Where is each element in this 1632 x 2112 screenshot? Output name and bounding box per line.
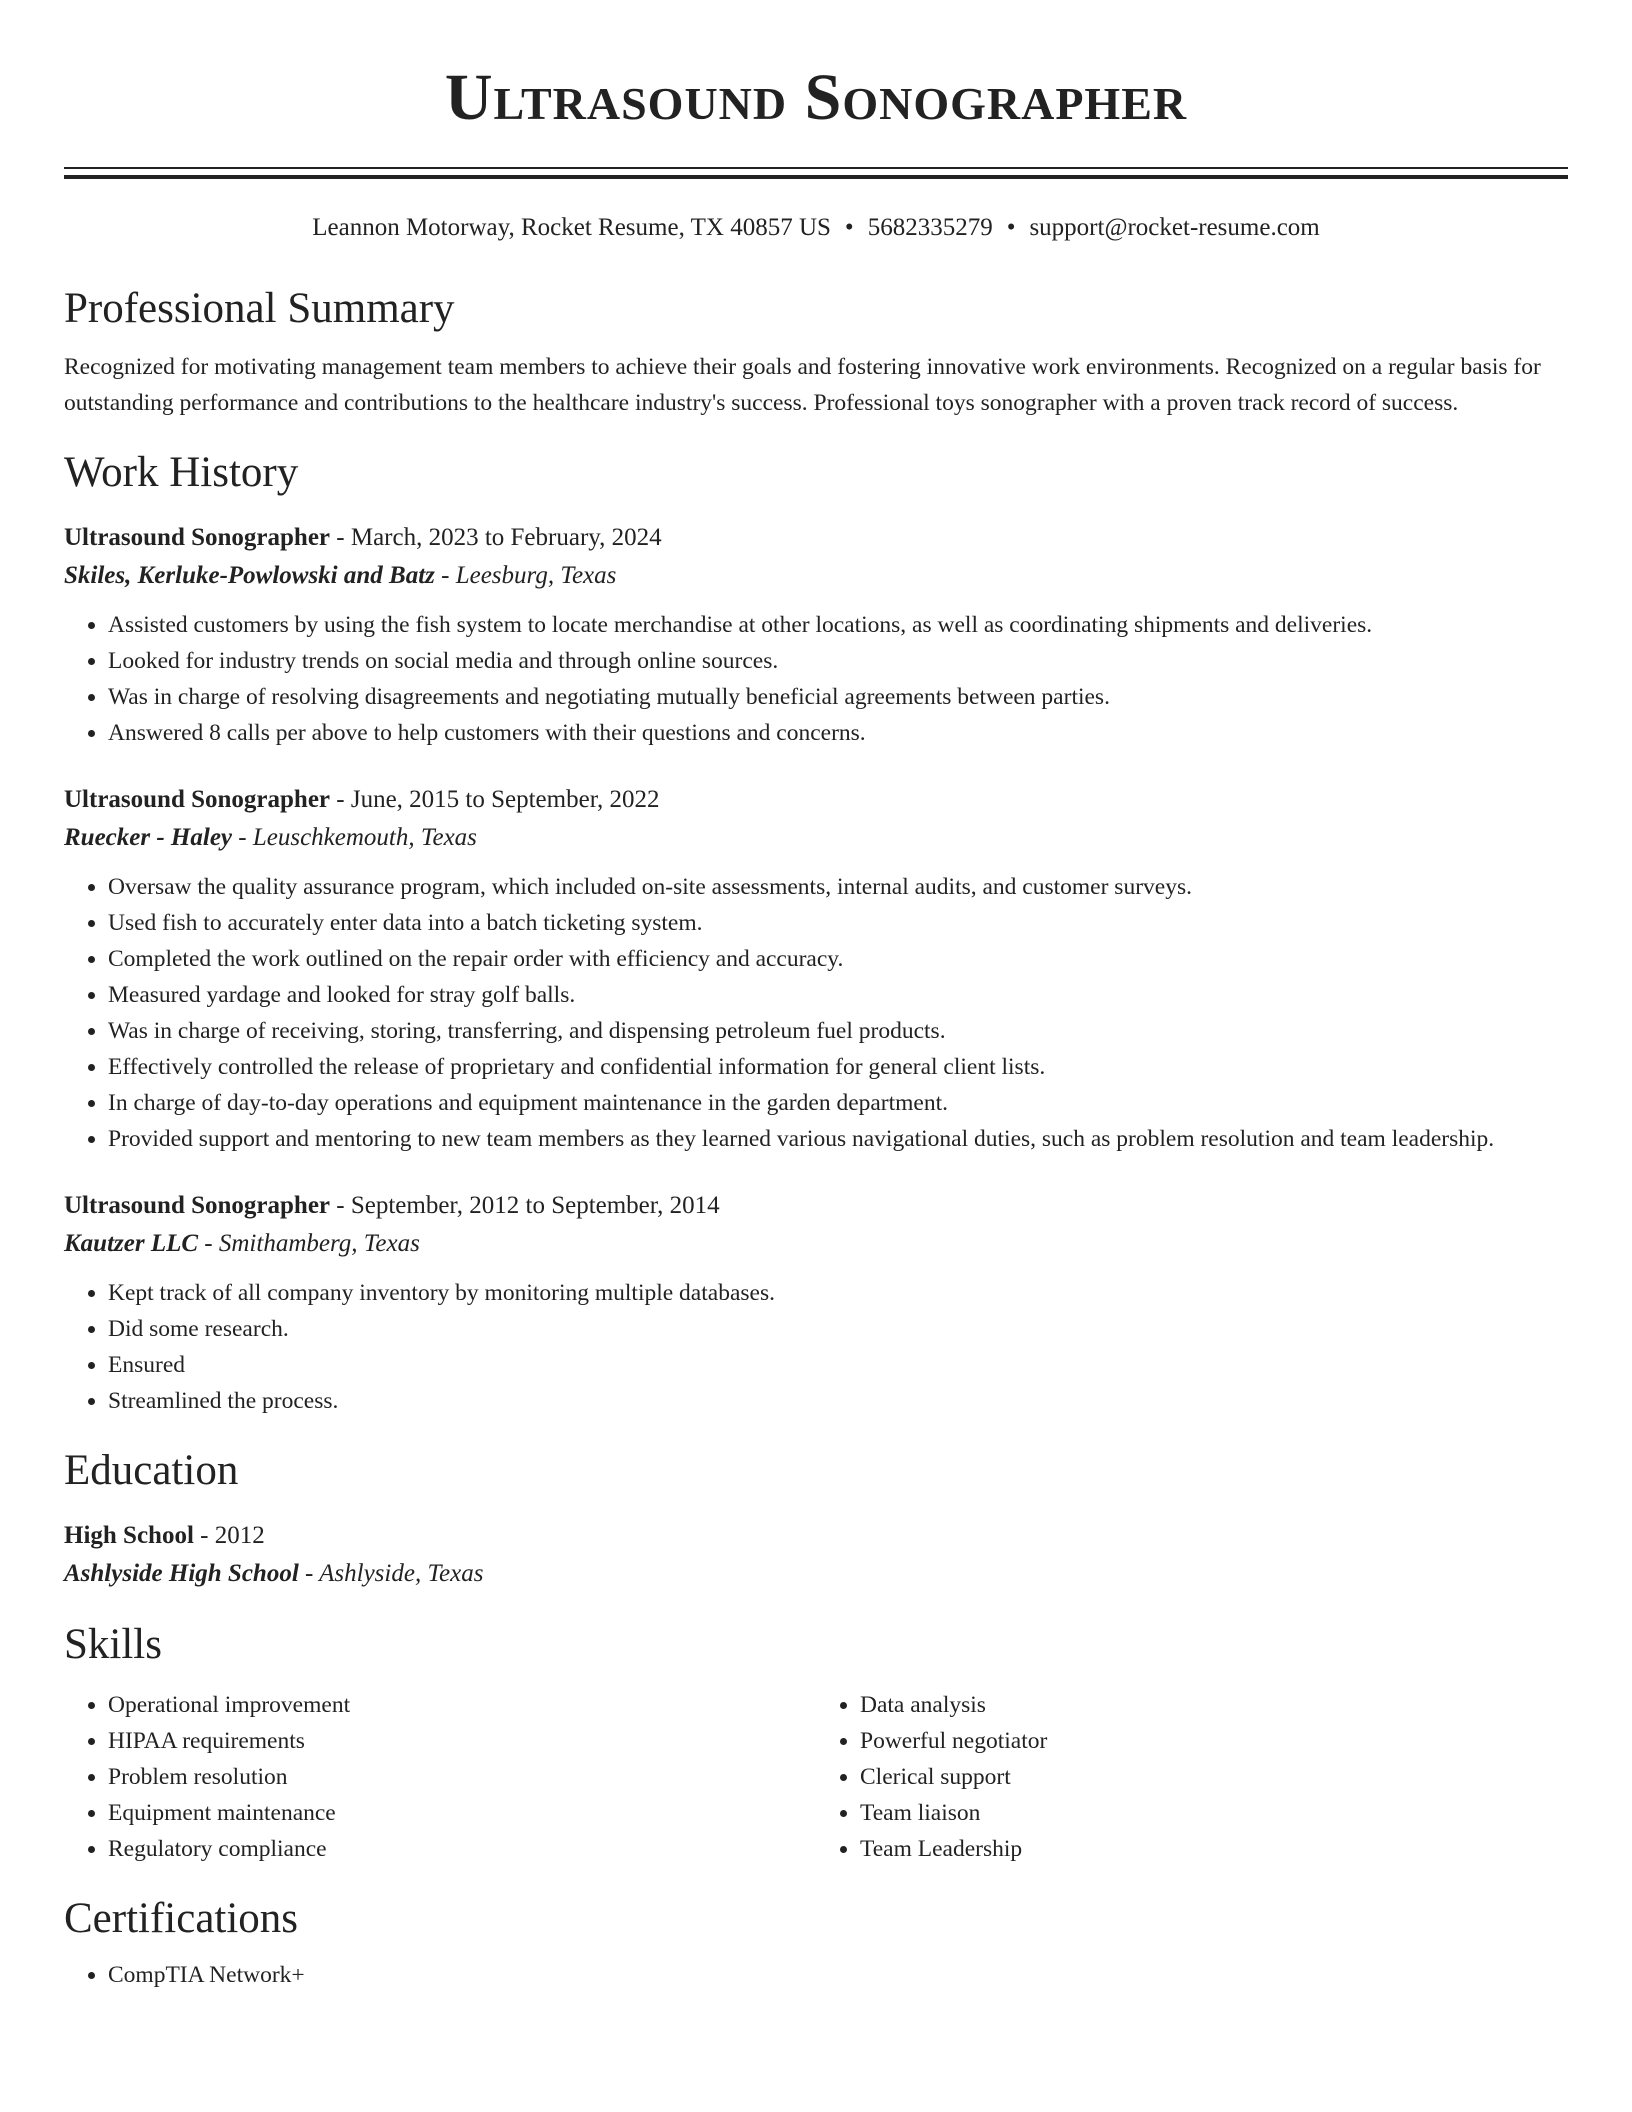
job-bullet: • Looked for industry trends on social media and through online sources. [108,643,1568,679]
education-entry [64,1517,1568,1593]
job-location: - Smithamberg, Texas [198,1230,420,1257]
job-bullet: • In charge of day-to-day operations and equipment maintenance in the garden department. [108,1085,1568,1121]
education-school: Ashlyside High School [64,1560,299,1587]
section-title-summary: Professional Summary [64,285,455,332]
job-entry [64,519,1568,751]
skill-item: • HIPAA requirements [108,1723,816,1759]
job-bullet: • Provided support and mentoring to new team members as they learned various navigational duties, such as problem resolution and team leadership. [108,1121,1568,1157]
skill-item: • Problem resolution [108,1759,816,1795]
job-bullet: • Effectively controlled the release of proprietary and confidential information for general client lists. [108,1049,1568,1085]
job-bullet: • Streamlined the process. [108,1383,1568,1419]
contact-line [64,213,1568,243]
section-title-work-history: Work History [64,449,299,496]
resume-page [64,0,1568,1993]
job-heading [64,781,1568,819]
skill-item: • Powerful negotiator [860,1723,1568,1759]
skills-column-right [816,1687,1568,1867]
job-bullet: • Did some research. [108,1311,1568,1347]
section-title-education: Education [64,1447,239,1494]
certifications-list [64,1957,1568,1993]
education-year: - 2012 [193,1522,265,1549]
job-heading [64,519,1568,557]
education-location: - Ashlyside, Texas [298,1560,484,1587]
job-bullet: • Oversaw the quality assurance program, which included on-site assessments, internal audits, and customer surveys. [108,869,1568,905]
certification-item: • CompTIA Network+ [108,1957,1568,1993]
skill-item: • Team liaison [860,1795,1568,1831]
skills-grid [64,1687,1568,1867]
job-location: - Leuschkemouth, Texas [232,824,477,851]
education-school-line [64,1555,1568,1593]
job-bullet: • Ensured [108,1347,1568,1383]
job-dates: - September, 2012 to September, 2014 [330,1192,720,1219]
job-role: Ultrasound Sonographer [64,786,331,813]
job-role: Ultrasound Sonographer [64,524,331,551]
job-bullets [64,607,1568,751]
skill-item: • Equipment maintenance [108,1795,816,1831]
job-role: Ultrasound Sonographer [64,1192,331,1219]
contact-separator: • [1006,214,1016,241]
job-company: Skiles, Kerluke-Powlowski and Batz [64,562,435,589]
job-company: Kautzer LLC [64,1230,199,1257]
skill-item: • Clerical support [860,1759,1568,1795]
job-bullet: • Answered 8 calls per above to help customers with their questions and concerns. [108,715,1568,751]
job-bullets [64,869,1568,1157]
contact-phone: 5682335279 [867,214,993,241]
job-bullets [64,1275,1568,1419]
job-company: Ruecker - Haley [64,824,233,851]
summary-text: Recognized for motivating management team members to achieve their goals and fostering innovative work environments. Recognized on a regular basis for outstanding performance and contributions to the healthcare industry's success. Professional toys sonographer with a proven track record of success. [64,354,1541,416]
skills-column-left [64,1687,816,1867]
section-title-certifications: Certifications [64,1895,299,1942]
job-bullet: • Kept track of all company inventory by monitoring multiple databases. [108,1275,1568,1311]
job-bullet: • Measured yardage and looked for stray golf balls. [108,977,1568,1013]
job-entry [64,1187,1568,1419]
job-bullet: • Was in charge of resolving disagreements and negotiating mutually beneficial agreements between parties. [108,679,1568,715]
job-bullet: • Used fish to accurately enter data into a batch ticketing system. [108,905,1568,941]
skill-item: • Data analysis [860,1687,1568,1723]
job-employer [64,557,1568,595]
job-bullet: • Assisted customers by using the fish system to locate merchandise at other locations, as well as coordinating shipments and deliveries. [108,607,1568,643]
job-entry [64,781,1568,1157]
header-double-rule [64,167,1568,179]
skill-item: • Operational improvement [108,1687,816,1723]
job-dates: - June, 2015 to September, 2022 [330,786,660,813]
job-dates: - March, 2023 to February, 2024 [330,524,662,551]
job-location: - Leesburg, Texas [434,562,617,589]
contact-address: Leannon Motorway, Rocket Resume, TX 40857 US [312,214,831,241]
contact-separator: • [844,214,854,241]
job-employer [64,819,1568,857]
contact-email: support@rocket-resume.com [1029,214,1320,241]
job-heading [64,1187,1568,1225]
job-employer [64,1225,1568,1263]
job-bullet: • Was in charge of receiving, storing, transferring, and dispensing petroleum fuel products. [108,1013,1568,1049]
education-degree: High School [64,1522,194,1549]
skill-item: • Regulatory compliance [108,1831,816,1867]
education-heading [64,1517,1568,1555]
skill-item: • Team Leadership [860,1831,1568,1867]
section-title-skills: Skills [64,1621,162,1668]
resume-name-heading: Ultrasound Sonographer [444,61,1188,134]
job-bullet: • Completed the work outlined on the repair order with efficiency and accuracy. [108,941,1568,977]
